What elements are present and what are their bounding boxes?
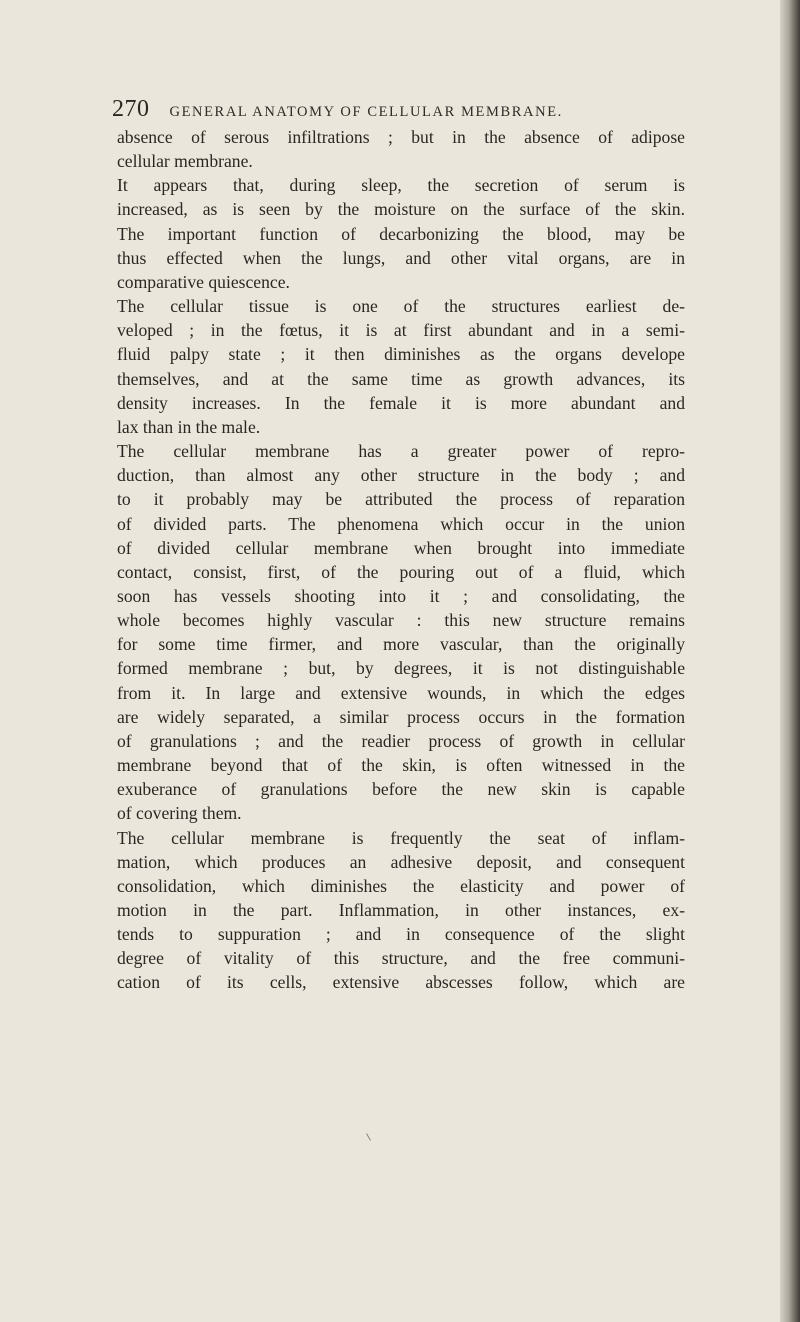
text-line: exuberance of granulations before the new skin is capable <box>117 779 685 800</box>
text-line: of covering them. <box>117 803 242 824</box>
text-line: cellular membrane. <box>117 151 253 172</box>
text-line: motion in the part. Inflammation, in other instances, ex- <box>117 900 685 920</box>
text-line: The important function of decarbonizing the blood, may be <box>117 223 685 244</box>
text-line: increased, as is seen by the moisture on the surface of the skin. <box>117 199 685 220</box>
text-line: thus effected when the lungs, and other vital organs, are in <box>117 247 685 268</box>
text-line: whole becomes highly vascular : this new structure remains <box>117 610 685 631</box>
text-line: for some time firmer, and more vascular, than the originally <box>117 634 685 655</box>
text-line: to it probably may be attributed the process of reparation <box>117 489 685 510</box>
text-line: fluid palpy state ; it then diminishes as the organs develope <box>117 344 685 365</box>
text-line: membrane beyond that of the skin, is often witnessed in the <box>117 755 685 776</box>
page-header <box>112 96 632 122</box>
text-line: contact, consist, first, of the pouring out of a fluid, which <box>117 561 685 582</box>
text-line: consolidation, which diminishes the elasticity and power of <box>117 875 685 896</box>
text-line: themselves, and at the same time as growth advances, its <box>117 368 685 389</box>
text-line: cation of its cells, extensive abscesses follow, which are <box>117 972 685 993</box>
text-line: The cellular membrane is frequently the seat of inflam- <box>117 827 685 848</box>
text-line: soon has vessels shooting into it ; and consolidating, the <box>117 585 685 606</box>
text-line: are widely separated, a similar process occurs in the formation <box>117 706 685 727</box>
paper-speck <box>366 1133 371 1140</box>
text-line: of divided cellular membrane when brought into immediate <box>117 537 685 558</box>
text-line: The cellular membrane has a greater power of repro- <box>117 441 685 462</box>
page-edge-shadow <box>780 0 800 1322</box>
text-line: duction, than almost any other structure in the body ; and <box>117 465 685 486</box>
text-line: density increases. In the female it is more abundant and <box>117 392 685 413</box>
text-line: of granulations ; and the readier process of growth in cellular <box>117 730 685 751</box>
text-line: mation, which produces an adhesive deposit, and consequent <box>117 851 685 872</box>
text-line: from it. In large and extensive wounds, in which the edges <box>117 682 685 703</box>
text-line: tends to suppuration ; and in consequence of the slight <box>117 924 685 945</box>
text-line: degree of vitality of this structure, and the free communi- <box>117 948 685 969</box>
body-text <box>117 125 685 995</box>
text-line: absence of serous infiltrations ; but in the absence of adipose <box>117 127 685 147</box>
text-line: lax than in the male. <box>117 416 261 437</box>
text-line: comparative quiescence. <box>117 271 290 292</box>
text-line: formed membrane ; but, by degrees, it is not distinguishable <box>117 658 685 679</box>
text-line: The cellular tissue is one of the structures earliest de- <box>117 296 685 317</box>
text-line: veloped ; in the fœtus, it is at first abundant and in a semi- <box>117 320 685 341</box>
text-line: It appears that, during sleep, the secretion of serum is <box>117 175 685 196</box>
running-head: GENERAL ANATOMY OF CELLULAR MEMBRANE. <box>169 104 563 120</box>
text-line: of divided parts. The phenomena which occur in the union <box>117 513 685 534</box>
page-number: 270 <box>112 96 150 122</box>
